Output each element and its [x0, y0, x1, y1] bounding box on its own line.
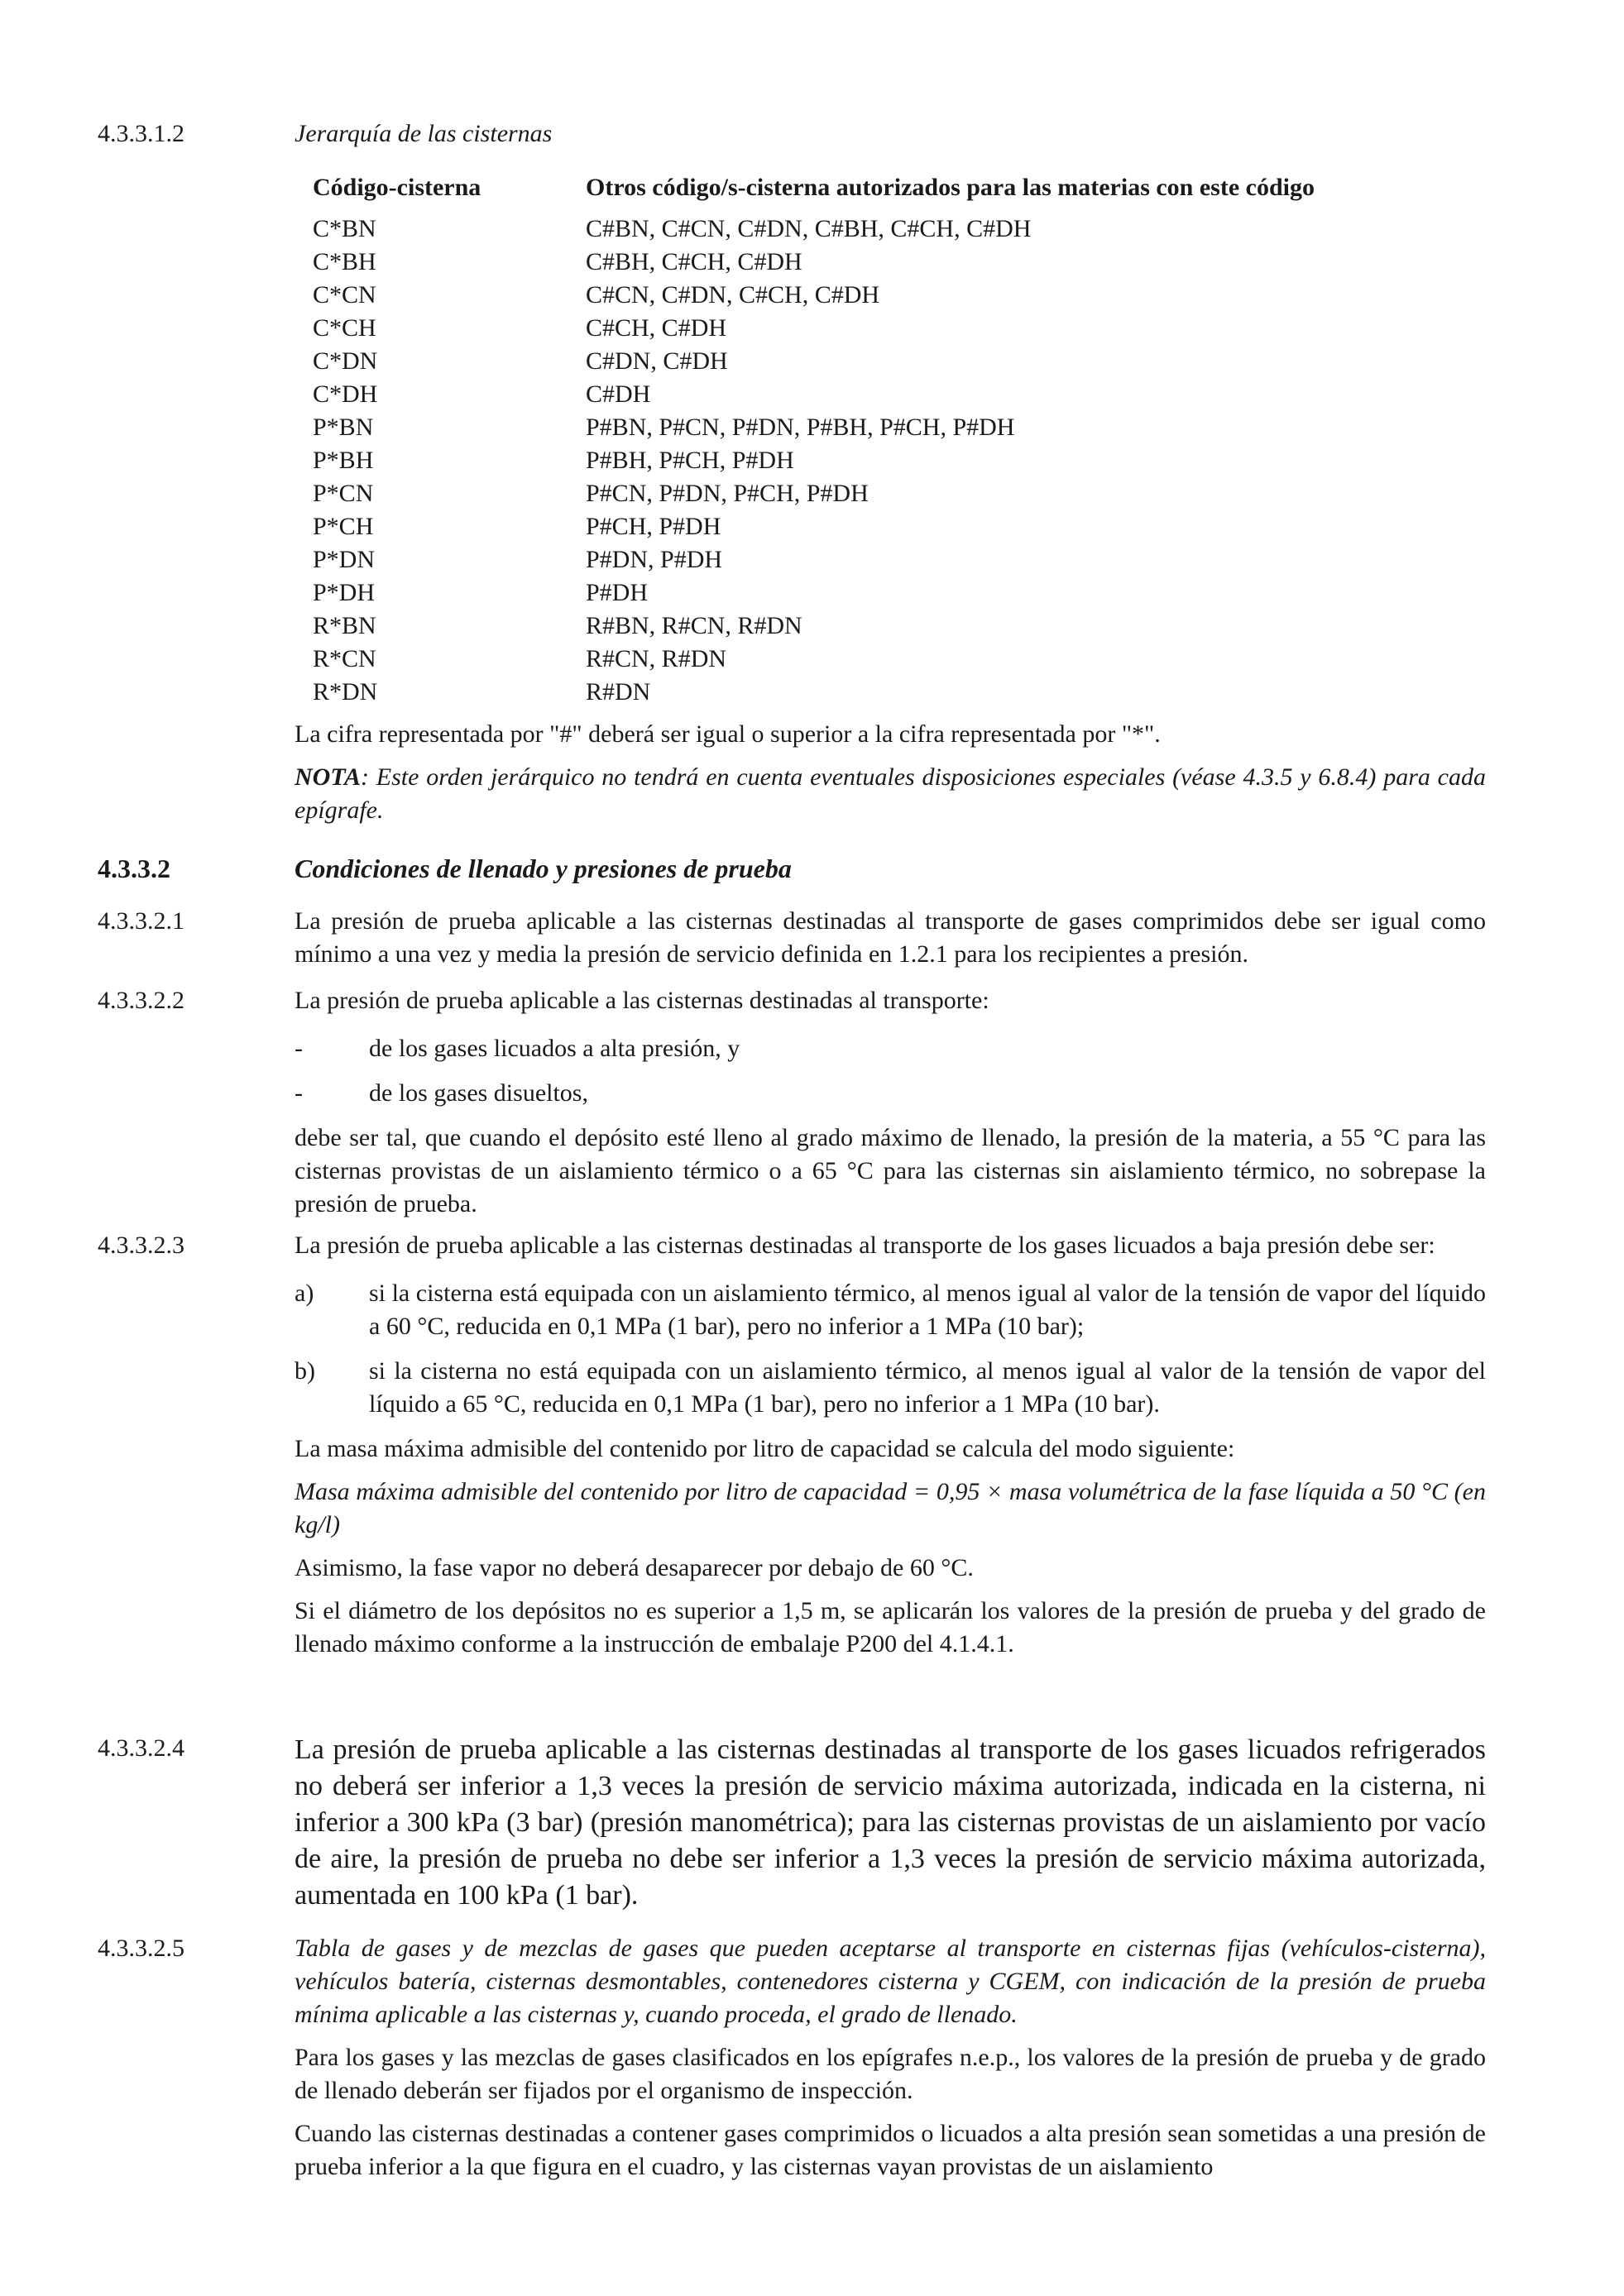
section-title: Tabla de gases y de mezclas de gases que pueden aceptarse al transporte en cisternas fijas (vehículos-cisterna), vehículos batería, cisternas desmontables, contenedores cisterna y CGEM, con indicación de la presión de prueba mínima aplicable a las cisternas y, cuando proceda, el grado de llenado. [295, 1935, 1486, 2028]
list-text: si la cisterna está equipada con un aislamiento térmico, al menos igual al valor de la tensión de vapor del líquido a 60 °C, reducida en 0,1 MPa (1 bar), pero no inferior a 1 MPa (10 bar); [369, 1280, 1486, 1340]
tank-code-cell: P*CN [313, 480, 374, 507]
tank-code-cell: C*CH [313, 314, 376, 342]
authorized-codes-cell: P#BH, P#CH, P#DH [586, 447, 794, 474]
table-row [313, 314, 1315, 347]
list-marker: b) [295, 1357, 315, 1385]
table-row [313, 579, 1315, 612]
table-row [313, 546, 1315, 579]
table-row [313, 215, 1315, 248]
list-text: de los gases disueltos, [369, 1079, 588, 1107]
table-row [313, 645, 1315, 678]
paragraph: Cuando las cisternas destinadas a contener gases comprimidos o licuados a alta presión sean sometidas a una presión de prueba inferior a la que figura en el cuadro, y las cisternas vayan provistas de un aislamiento [295, 2120, 1486, 2180]
table-row [313, 678, 1315, 711]
authorized-codes-cell: P#CH, P#DH [586, 513, 721, 540]
tank-code-cell: C*BH [313, 248, 376, 275]
table-row [313, 281, 1315, 314]
tank-code-cell: P*DH [313, 579, 376, 606]
column-header: Código-cisterna [313, 174, 481, 201]
authorized-codes-cell: P#DN, P#DH [586, 546, 723, 573]
authorized-codes-cell: P#BN, P#CN, P#DN, P#BH, P#CH, P#DH [586, 414, 1015, 441]
tank-code-cell: C*DN [313, 347, 378, 375]
list-item [295, 1355, 1486, 1421]
authorized-codes-cell: C#DN, C#DH [586, 347, 728, 375]
paragraph: La presión de prueba aplicable a las cisternas destinadas al transporte de los gases licuados refrigerados no deberá ser inferior a 1,3 veces la presión de servicio máxima autorizada, indicada en la cisterna, ni inferior a 300 kPa (3 bar) (presión manométrica); para las cisternas provistas de un aislamiento por vacío de aire, la presión de prueba no debe ser inferior a 1,3 veces la presión de servicio máxima autorizada, aumentada en 100 kPa (1 bar). [295, 1734, 1486, 1911]
tank-code-cell: P*CH [313, 513, 374, 540]
table-row [313, 414, 1315, 447]
nota [295, 761, 1486, 827]
authorized-codes-cell: C#BN, C#CN, C#DN, C#BH, C#CH, C#DH [586, 215, 1032, 242]
section-number: 4.3.3.2.4 [98, 1734, 184, 1762]
tank-hierarchy-table [313, 174, 1315, 711]
tank-code-cell: P*BN [313, 414, 374, 441]
tank-code-cell: C*CN [313, 281, 376, 309]
table-row [313, 612, 1315, 645]
table-row [313, 248, 1315, 281]
list-marker: a) [295, 1280, 314, 1307]
column-header: Otros código/s-cisterna autorizados para las materias con este código [586, 174, 1315, 201]
list-item [295, 1077, 1486, 1110]
authorized-codes-cell: P#CN, P#DN, P#CH, P#DH [586, 480, 869, 507]
nota-label: NOTA [295, 763, 362, 791]
authorized-codes-cell: R#BN, R#CN, R#DN [586, 612, 802, 639]
list-text: si la cisterna no está equipada con un aislamiento térmico, al menos igual al valor de la tensión de vapor del líquido a 65 °C, reducida en 0,1 MPa (1 bar), pero no inferior a 1 MPa (10 bar). [369, 1357, 1486, 1418]
authorized-codes-cell: C#DH [586, 380, 651, 408]
section-title-text: Jerarquía de las cisternas [295, 120, 553, 147]
table-row [313, 347, 1315, 380]
authorized-codes-cell: C#CH, C#DH [586, 314, 727, 342]
section-title [295, 117, 1486, 151]
section-number: 4.3.3.1.2 [98, 120, 184, 147]
list-marker: - [295, 1035, 303, 1062]
tank-code-cell: C*BN [313, 215, 376, 242]
formula: Masa máxima admisible del contenido por litro de capacidad = 0,95 × masa volumétrica de la fase líquida a 50 °C (en kg/l) [295, 1478, 1486, 1538]
authorized-codes-cell: C#CN, C#DN, C#CH, C#DH [586, 281, 880, 309]
list-item [295, 1032, 1486, 1065]
table-row [313, 447, 1315, 480]
authorized-codes-cell: C#BH, C#CH, C#DH [586, 248, 802, 275]
list-marker: - [295, 1079, 303, 1107]
list-item [295, 1277, 1486, 1343]
tank-code-cell: P*BH [313, 447, 374, 474]
digit-note: La cifra representada por "#" deberá ser igual o superior a la cifra representada por "*". [295, 720, 1161, 748]
table-header-row [313, 174, 1315, 215]
table-row [313, 513, 1315, 546]
section-number: 4.3.3.2.1 [98, 907, 184, 935]
section-number: 4.3.3.2 [98, 854, 170, 883]
section-title: Condiciones de llenado y presiones de prueba [295, 854, 792, 883]
nota-text: : Este orden jerárquico no tendrá en cuenta eventuales disposiciones especiales (véase 4.3.5 y 6.8.4) para cada epígrafe. [295, 763, 1486, 824]
tank-code-cell: R*DN [313, 678, 378, 706]
paragraph: La presión de prueba aplicable a las cisternas destinadas al transporte: [295, 987, 989, 1014]
table-row [313, 480, 1315, 513]
table-row [313, 380, 1315, 414]
section-number: 4.3.3.2.5 [98, 1935, 184, 1962]
paragraph: La presión de prueba aplicable a las cisternas destinadas al transporte de los gases licuados a baja presión debe ser: [295, 1232, 1435, 1259]
section-number: 4.3.3.2.2 [98, 987, 184, 1014]
list-text: de los gases licuados a alta presión, y [369, 1035, 740, 1062]
authorized-codes-cell: P#DH [586, 579, 649, 606]
authorized-codes-cell: R#CN, R#DN [586, 645, 727, 672]
tank-code-cell: P*DN [313, 546, 376, 573]
section-number: 4.3.3.2.3 [98, 1232, 184, 1259]
paragraph: Asimismo, la fase vapor no deberá desaparecer por debajo de 60 °C. [295, 1554, 974, 1581]
paragraph: Para los gases y las mezclas de gases clasificados en los epígrafes n.e.p., los valores de la presión de prueba y de grado de llenado deberán ser fijados por el organismo de inspección. [295, 2044, 1486, 2104]
tank-code-cell: R*CN [313, 645, 376, 672]
authorized-codes-cell: R#DN [586, 678, 651, 706]
tank-code-cell: R*BN [313, 612, 376, 639]
tank-code-cell: C*DH [313, 380, 378, 408]
paragraph: La masa máxima admisible del contenido por litro de capacidad se calcula del modo siguiente: [295, 1435, 1235, 1462]
paragraph: La presión de prueba aplicable a las cisternas destinadas al transporte de gases comprimidos debe ser igual como mínimo a una vez y media la presión de servicio definida en 1.2.1 para los recipientes a presión. [295, 907, 1486, 968]
table-body [313, 215, 1315, 711]
paragraph: debe ser tal, que cuando el depósito esté lleno al grado máximo de llenado, la presión de la materia, a 55 °C para las cisternas provistas de un aislamiento térmico o a 65 °C para las cisternas sin aislamiento térmico, no sobrepase la presión de prueba. [295, 1124, 1486, 1217]
paragraph: Si el diámetro de los depósitos no es superior a 1,5 m, se aplicarán los valores de la presión de prueba y del grado de llenado máximo conforme a la instrucción de embalaje P200 del 4.1.4.1. [295, 1597, 1486, 1657]
